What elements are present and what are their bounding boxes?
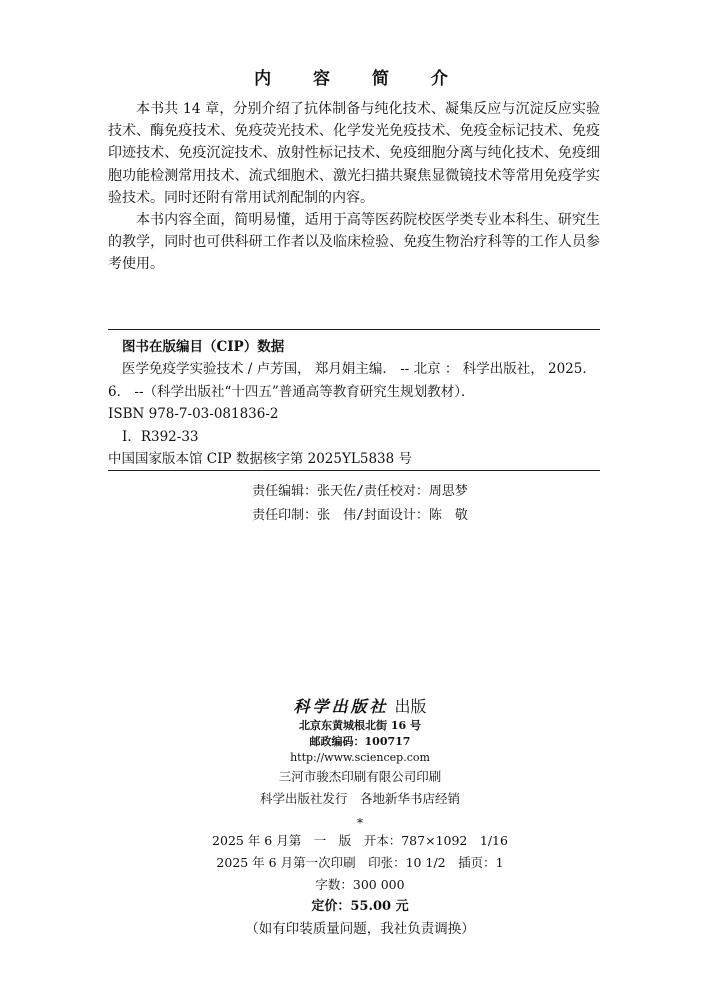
summary-section bbox=[108, 98, 600, 276]
page-title: 内 容 简 介 bbox=[254, 69, 466, 89]
publisher-name: 科学出版社 bbox=[293, 697, 389, 716]
cip-top-rule bbox=[108, 329, 600, 330]
separator-star: * bbox=[357, 816, 363, 830]
quality-notice: （如有印装质量问题，我社负责调换） bbox=[245, 921, 475, 937]
publisher-address: 北京东黄城根北街 16 号 bbox=[299, 719, 421, 732]
cip-record: 医学免疫学实验技术 / 卢芳国， 郑月娟主编． -- 北京 ： 科学出版社， 2025． 6． --（科学出版社“十四五”普通高等教育研究生规划教材）． bbox=[108, 361, 596, 400]
cip-classification: Ⅰ．R392-33 bbox=[122, 428, 199, 445]
cip-block bbox=[108, 336, 600, 470]
cip-verification: 中国国家版本馆 CIP 数据核字第 2025YL5838 号 bbox=[108, 451, 413, 468]
cip-bottom-rule bbox=[108, 470, 600, 471]
cip-heading: 图书在版编目（CIP）数据 bbox=[122, 339, 285, 355]
publisher-postcode: 邮政编码：100717 bbox=[309, 735, 411, 748]
publisher-line bbox=[0, 696, 720, 718]
credits-editors: 责任编辑：张天佐/责任校对：周思梦 bbox=[252, 484, 468, 499]
publisher-action: 出版 bbox=[394, 697, 427, 716]
printing-line: 2025 年 6 月第一次印刷 印张：10 1/2 插页：1 bbox=[216, 855, 504, 870]
distribution: 科学出版社发行 各地新华书店经销 bbox=[259, 791, 460, 806]
price: 定价：55.00 元 bbox=[311, 899, 409, 914]
publisher-url: http://www.sciencep.com bbox=[290, 751, 430, 764]
publication-info bbox=[0, 696, 720, 940]
edition-line: 2025 年 6 月第 一 版 开本：787×1092 1/16 bbox=[212, 833, 508, 848]
summary-paragraph: 本书共 14 章，分别介绍了抗体制备与纯化技术、凝集反应与沉淀反应实验技术、酶免疫技术、免疫荧光技术、化学发光免疫技术、免疫金标记技术、免疫印迹技术、免疫沉淀技术、放射性标记技术、免疫细胞分离与纯化技术、免疫细胞功能检测常用技术、流式细胞术、激光扫描共聚焦显微镜技术等常用免疫学实验技术。同时还附有常用试剂配制的内容。 bbox=[108, 101, 600, 206]
summary-paragraph: 本书内容全面，简明易懂，适用于高等医药院校医学类专业本科生、研究生的教学，同时也可供科研工作者以及临床检验、免疫生物治疗科等的工作人员参考使用。 bbox=[108, 212, 600, 273]
credits-production: 责任印制：张 伟/封面设计：陈 敬 bbox=[252, 508, 468, 523]
cip-isbn: ISBN 978-7-03-081836-2 bbox=[108, 406, 279, 423]
credits-block bbox=[0, 480, 720, 528]
printer: 三河市骏杰印刷有限公司印刷 bbox=[278, 769, 442, 784]
word-count: 字数：300 000 bbox=[315, 877, 405, 892]
